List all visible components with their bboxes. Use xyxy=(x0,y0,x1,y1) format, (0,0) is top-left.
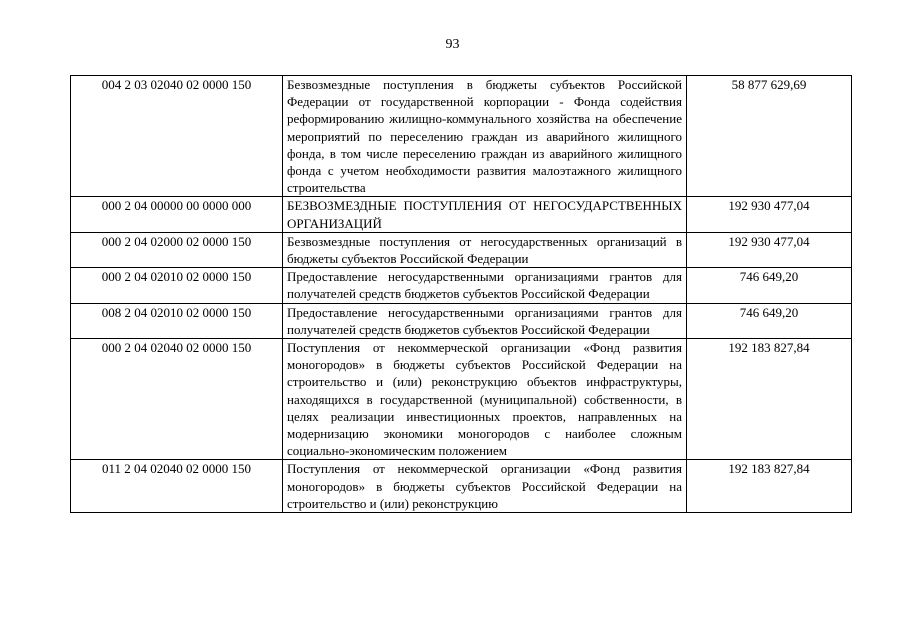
revenue-code-cell: 004 2 03 02040 02 0000 150 xyxy=(71,76,283,197)
revenue-amount-cell: 746 649,20 xyxy=(687,268,852,303)
revenue-description-cell xyxy=(283,268,687,303)
revenue-description-cell xyxy=(283,232,687,267)
table-row xyxy=(71,339,852,460)
revenue-code-cell: 000 2 04 02000 02 0000 150 xyxy=(71,232,283,267)
revenue-description-cell xyxy=(283,197,687,232)
revenue-description-cell xyxy=(283,460,687,513)
table-row xyxy=(71,232,852,267)
page-number: 93 xyxy=(445,37,460,52)
revenue-description-text: Предоставление негосударственными организациями грантов для получателей средств бюджетов субъектов Российской Федерации xyxy=(287,269,682,302)
revenue-description-cell xyxy=(283,76,687,197)
revenue-description-text: Безвозмездные поступления от негосударственных организаций в бюджеты субъектов Российской Федерации xyxy=(287,233,682,267)
revenue-amount-cell: 192 183 827,84 xyxy=(687,460,852,513)
revenue-description-cell xyxy=(283,339,687,460)
table-row xyxy=(71,76,852,197)
revenue-amount-cell: 746 649,20 xyxy=(687,303,852,338)
revenue-description-text: Поступления от некоммерческой организации «Фонд развития моногородов» в бюджеты субъектов Российской Федерации на строительство и (или) реконструкцию xyxy=(287,461,682,511)
table-row xyxy=(71,197,852,232)
revenue-description-text: Поступления от некоммерческой организации «Фонд развития моногородов» в бюджеты субъектов Российской Федерации на строительство и (или) реконструкцию объектов инфраструктуры, находящихся в государственной (муниципальной) собственности, в целях реализации инвестиционных проектов, направленных на модернизацию экономики моногородов с наиболее сложным социально-экономическим положением xyxy=(287,340,682,459)
revenue-code-cell: 000 2 04 02010 02 0000 150 xyxy=(71,268,283,303)
revenue-amount-cell: 192 183 827,84 xyxy=(687,339,852,460)
revenue-description-text: БЕЗВОЗМЕЗДНЫЕ ПОСТУПЛЕНИЯ ОТ НЕГОСУДАРСТВЕННЫХ ОРГАНИЗАЦИЙ xyxy=(287,198,682,231)
table-row xyxy=(71,303,852,338)
budget-revenue-table xyxy=(70,75,852,513)
revenue-description-text: Предоставление негосударственными организациями грантов для получателей средств бюджетов субъектов Российской Федерации xyxy=(287,304,682,337)
revenue-amount-cell: 58 877 629,69 xyxy=(687,76,852,197)
revenue-amount-cell: 192 930 477,04 xyxy=(687,197,852,232)
revenue-amount-cell: 192 930 477,04 xyxy=(687,232,852,267)
table-row xyxy=(71,268,852,303)
table-row xyxy=(71,460,852,513)
revenue-code-cell: 011 2 04 02040 02 0000 150 xyxy=(71,460,283,513)
revenue-code-cell: 000 2 04 02040 02 0000 150 xyxy=(71,339,283,460)
revenue-description-cell xyxy=(283,303,687,338)
revenue-code-cell: 000 2 04 00000 00 0000 000 xyxy=(71,197,283,232)
revenue-code-cell: 008 2 04 02010 02 0000 150 xyxy=(71,303,283,338)
revenue-description-text: Безвозмездные поступления в бюджеты субъектов Российской Федерации от государственной корпорации - Фонда содействия реформированию жилищно-коммунального хозяйства на обеспечение мероприятий по переселению граждан из аварийного жилищного фонда, в том числе переселению граждан из аварийного жилищного фонда с учетом необходимости развития малоэтажного жилищного строительства xyxy=(287,77,682,196)
